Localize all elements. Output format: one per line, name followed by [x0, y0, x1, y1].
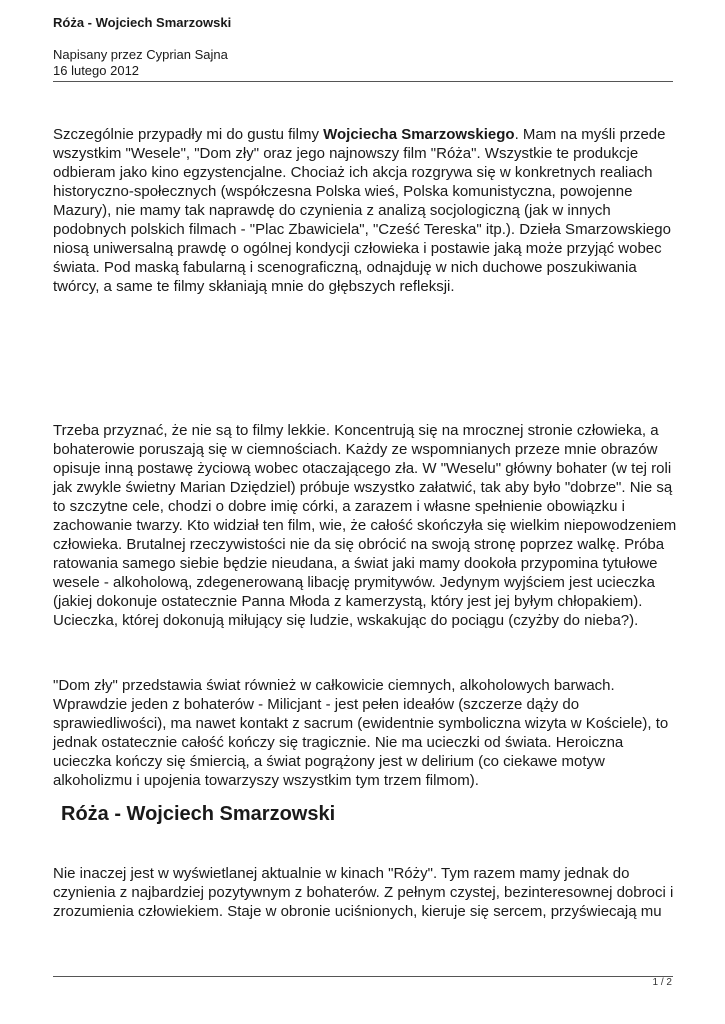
author-line: Napisany przez Cyprian Sajna [53, 47, 228, 62]
director-name-bold: Wojciecha Smarzowskiego [323, 126, 515, 143]
publish-date: 16 lutego 2012 [53, 63, 140, 78]
header-divider [53, 81, 673, 82]
footer-divider [53, 976, 673, 977]
section-heading: Róża - Wojciech Smarzowski [61, 803, 336, 825]
article-paragraph-3: "Dom zły" przedstawia świat również w całkowicie ciemnych, alkoholowych barwach. Wprawdzie jeden z bohaterów - Milicjant - jest pełen ideałów (szczerze dąży do sprawiedliwości), ma nawet kontakt z sacrum (ewidentnie symboliczna wizyta w Kościele), to jednak ostatecznie całość kończy się tragicznie. Nie ma ucieczki od świata. Heroiczna ucieczka kończy się śmiercią, a świat pogrążony jest w delirium (co ciekawe motyw alkoholizmu i upojenia towarzyszy wszystkim tym trzem filmom). [53, 677, 669, 789]
paragraph-1-text-end: . Mam na myśli przede wszystkim "Wesele", "Dom zły" oraz jego najnowszy film "Róża". Wszystkie te produkcje odbieram jako kino egzystencjalne. Chociaż ich akcja rozgrywa się w konkretnych realiach historyczno-społecznych (współczesna Polska wieś, Polska komunistyczna, powojenne Mazury), nie mamy tak naprawdę do czynienia z analizą socjologiczną (jak w innych podobnych polskich filmach - "Plac Zbawiciela", "Cześć Tereska" itp.). Dzieła Smarzowskiego niosą uniwersalną prawdę o ogólnej kondycji człowieka i postawie jaką może przyjąć wobec świata. Pod maską fabularną i scenograficzną, odnajduję w nich duchowe poszukiwania twórcy, a same te filmy skłaniają mnie do głębszych refleksji. [53, 126, 671, 295]
article-paragraph-1 [53, 125, 678, 296]
paragraph-1-text-start: Szczególnie przypadły mi do gustu filmy [53, 126, 324, 143]
page-number: 1 / 2 [652, 977, 672, 988]
article-paragraph-2: Trzeba przyznać, że nie są to filmy lekkie. Koncentrują się na mrocznej stronie człowieka, a bohaterowie poruszają się w ciemnościach. Każdy ze wspomnianych przeze mnie obrazów opisuje inną postawę życiową wobec otaczającego zła. W "Weselu" główny bohater (w tej roli jak zwykle świetny Marian Dziędziel) próbuje wszystko załatwić, tak aby było "dobrze". Nie są to szczytne cele, chodzi o dobre imię córki, a zarazem i własne spełnienie obowiązku i zachowanie twarzy. Kto widział ten film, wie, że całość skończyła się wielkim niepowodzeniem człowieka. Brutalnej rzeczywistości nie da się obrócić na swoją stronę poprzez walkę. Próba ratowania samego siebie będzie nieudana, a świat jaki mamy dookoła przypomina tytułowe wesele - alkoholową, zdegenerowaną libację prymitywów. Jedynym wyjściem jest ucieczka (jakiej dokonuje ostatecznie Panna Młoda z kamerzystą, który jest jej byłym chłopakiem). Ucieczka, której dokonują miłujący się ludzie, wskakując do pociągu (czyżby do nieba?). [53, 422, 677, 629]
article-paragraph-4: Nie inaczej jest w wyświetlanej aktualnie w kinach "Róży". Tym razem mamy jednak do czynienia z najbardziej pozytywnym z bohaterów. Z pełnym czystej, bezinteresownej dobroci i zrozumienia człowiekiem. Staje w obronie uciśnionych, kieruje się sercem, przyświecają mu [53, 865, 674, 920]
document-title: Róża - Wojciech Smarzowski [53, 15, 232, 30]
